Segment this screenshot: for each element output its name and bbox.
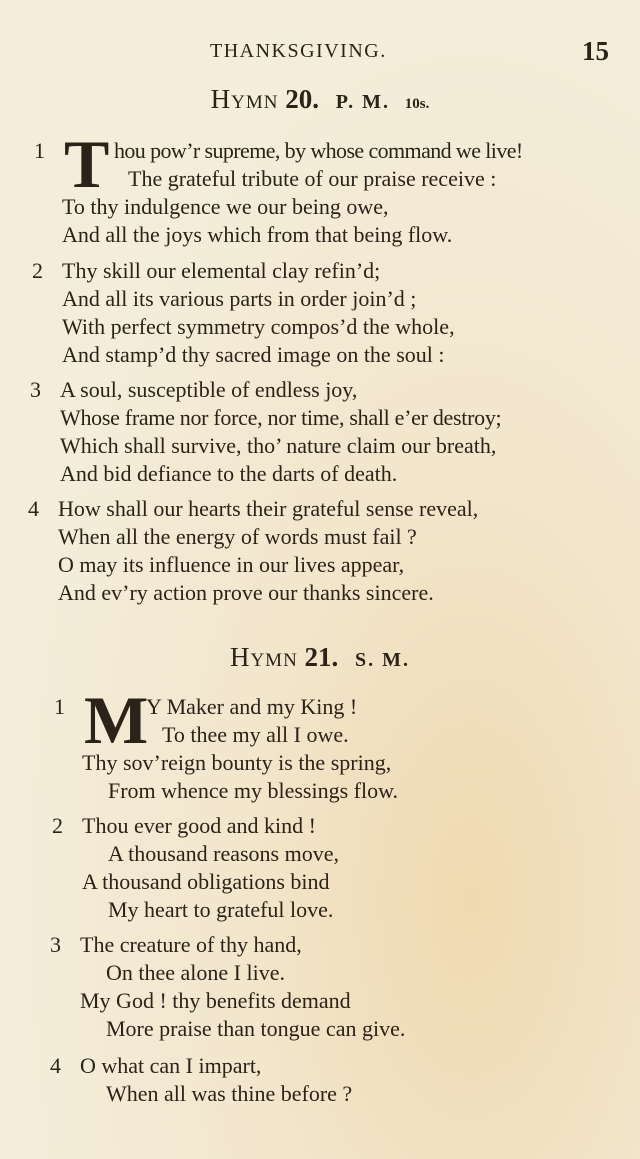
verse-line: On thee alone I live. [106,960,285,985]
hymn-label: Hymn [229,642,298,672]
hymn-label: Hymn [210,84,279,114]
hymn-meter-sub: 10s. [404,96,430,112]
verse-line: The creature of thy hand, [80,932,302,957]
verse-number: 3 [30,377,41,402]
verse-line: More praise than tongue can give. [106,1016,406,1041]
verse-line: How shall our hearts their grateful sense reveal, [58,496,479,521]
verse-number: 2 [32,258,43,283]
verse-line: To thy indulgence we our being owe, [62,194,389,219]
verse-line: Y Maker and my King ! [146,694,358,719]
drop-cap: M [84,682,149,758]
verse-line: Thou ever good and kind ! [82,813,316,838]
verse-line: From whence my blessings flow. [108,778,399,803]
verse-line: With perfect symmetry compos’d the whole, [62,314,455,339]
verse-line: To thee my all I owe. [162,722,349,747]
hymn-number: 20. [285,84,319,114]
verse-line: And stamp’d thy sacred image on the soul : [62,342,445,367]
verse-line: Thy sov’reign bounty is the spring, [82,750,392,775]
verse-line: When all was thine before ? [106,1081,353,1106]
verse-line: When all the energy of words must fail ? [58,524,417,549]
hymn-number: 21. [304,642,339,672]
hymn-meter: P. M. [335,91,390,113]
verse-line: My heart to grateful love. [108,897,334,922]
verse-line: A soul, susceptible of endless joy, [60,377,358,402]
verse-line: A thousand obligations bind [82,869,330,894]
verse-line: A thousand reasons move, [108,841,339,866]
verse-line: And ev’ry action prove our thanks sincere. [58,580,434,605]
verse-line: My God ! thy benefits demand [80,988,351,1013]
verse-number: 4 [28,496,39,521]
verse-line: Which shall survive, tho’ nature claim our breath, [60,433,497,458]
verse-number: 3 [50,932,61,957]
hymn-meter: S. M. [355,649,411,671]
verse-line: The grateful tribute of our praise receive : [128,166,497,191]
verse-line: O may its influence in our lives appear, [58,552,405,577]
hymn-20-title [0,84,640,115]
page-number: 15 [582,36,609,66]
verse-line: hou pow’r supreme, by whose command we live! [114,138,523,163]
hymn-21-title [0,642,640,673]
verse-line: Whose frame nor force, nor time, shall e’er destroy; [60,405,502,430]
verse-number: 4 [50,1053,61,1078]
verse-number: 2 [52,813,63,838]
drop-cap: T [64,126,110,202]
verse-number: 1 [34,138,45,163]
verse-number: 1 [54,694,65,719]
verse-line: And all the joys which from that being flow. [62,222,453,247]
verse-line: And bid defiance to the darts of death. [60,461,398,486]
running-head [0,36,640,70]
verse-line: Thy skill our elemental clay refin’d; [62,258,381,283]
verse-line: O what can I impart, [80,1053,262,1078]
verse-line: And all its various parts in order join’d ; [62,286,417,311]
section-title: THANKSGIVING. [210,40,387,62]
